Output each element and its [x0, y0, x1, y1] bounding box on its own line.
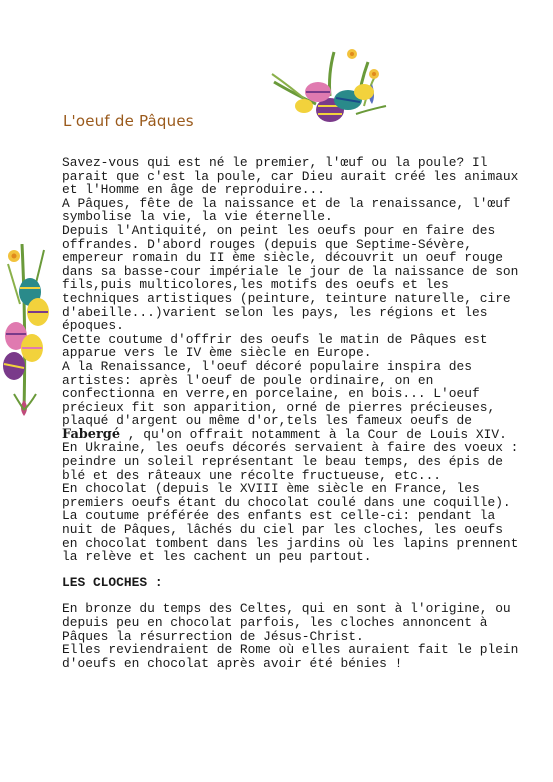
paragraph: Savez-vous qui est né le premier, l'œuf ou la poule? Il parait que c'est la poule, car Dieu aurait créé les animaux et l'Homme en âge de reproduire... [62, 155, 519, 198]
page-title: L'oeuf de Pâques [63, 112, 194, 130]
section-heading-cloches: LES CLOCHES : [62, 574, 163, 590]
paragraph: Elles reviendraient de Rome où elles auraient fait le plein d'oeufs en chocolat après avoir été bénies ! [62, 642, 519, 671]
paragraph: En chocolat (depuis le XVIII ème siècle en France, les premiers oeufs étant du chocolat coulé dans une coquille). [62, 481, 511, 510]
paragraph: Cette coutume d'offrir des oeufs le matin de Pâques est apparue vers le IV ème siècle en Europe. [62, 331, 488, 361]
paragraph: A Pâques, fête de la naissance et de la renaissance, l'œuf symbolise la vie, la vie éternelle. [62, 195, 511, 225]
flower-icon [347, 49, 357, 59]
article-body [62, 156, 524, 670]
flower-icon [8, 250, 20, 262]
easter-eggs-flowers-illustration [268, 44, 392, 126]
easter-eggs-column-illustration [0, 244, 50, 420]
paragraph: Depuis l'Antiquité, on peint les oeufs pour en faire des offrandes. D'abord rouges (depuis que Septime-Sévère, empereur romain du II ème siècle, découvrit un oeuf rouge dans sa basse-cour impériale le jour de la naissance de son fils,puis multicolores,les motifs des oeufs et les techniques artistiques (peinture, teinture naturelle, cire d'abeille...)varient selon les pays, les régions et les époques. [62, 222, 519, 334]
paragraph-text: A la Renaissance, l'oeuf décoré populaire inspira des artistes: après l'oeuf de poule ordinaire, on en confectionna en verre,en porcelaine, en bois... L'oeuf précieux fit son apparition, orné de pierres précieuses, plaqué d'argent ou même d'or,tels les fameux oeufs de [62, 358, 496, 429]
paragraph: La coutume préférée des enfants est celle-ci: pendant la nuit de Pâques, lâchés du ciel par les cloches, les oeufs en chocolat tombent dans les jardins où les lapins prennent la relève et les cachent un peu partout. [62, 508, 519, 565]
paragraph-text: , qu'on offrait notamment à la Cour de Louis XIV. [120, 426, 507, 442]
flower-icon [369, 69, 379, 79]
paragraph: En Ukraine, les oeufs décorés servaient à faire des voeux : peindre un soleil représentant le beau temps, des épis de blé et des râteaux une récolte fructueuse, etc... [62, 440, 519, 483]
paragraph: En bronze du temps des Celtes, qui en sont à l'origine, ou depuis peu en chocolat parfois, les cloches annoncent à Pâques la résurrection de Jésus-Christ. [62, 601, 511, 644]
paragraph [62, 360, 524, 442]
faberge-name: Fabergé [62, 426, 121, 442]
